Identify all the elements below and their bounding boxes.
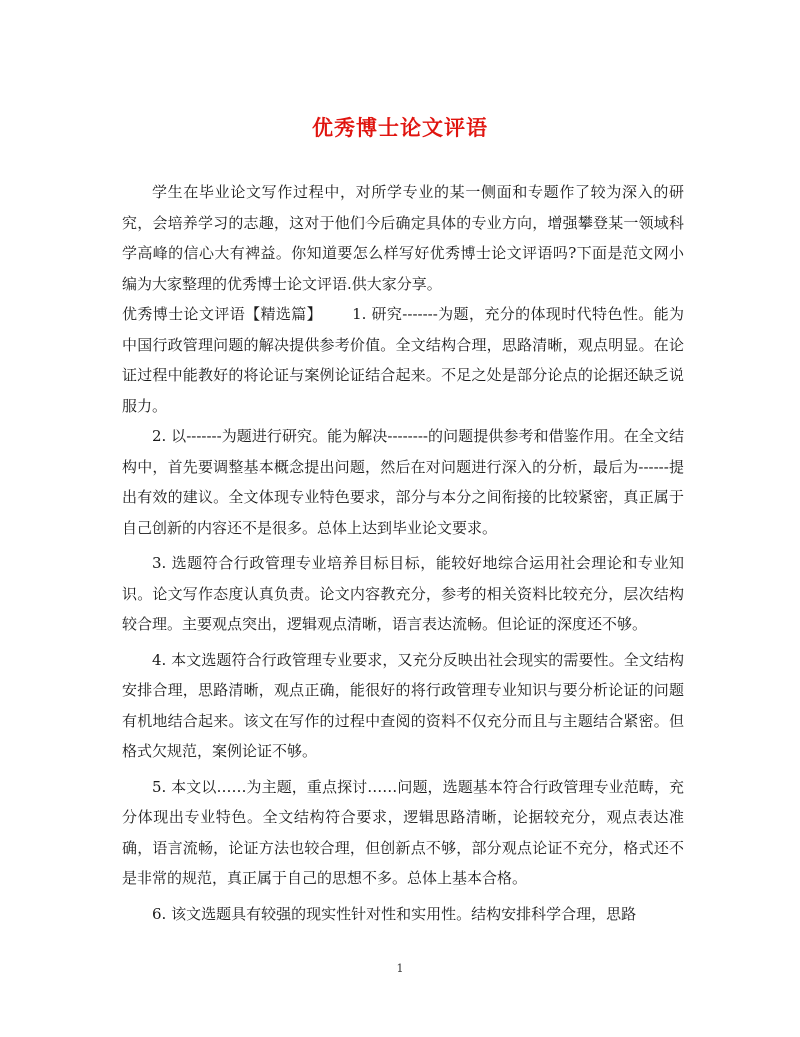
page-number: 1 [396,962,404,975]
item-6-paragraph: 6. 该文选题具有较强的现实性针对性和实用性。结构安排科学合理，思路 [152,904,637,923]
item-3-paragraph: 3. 选题符合行政管理专业培养目标目标，能较好地综合运用社会理论和专业知识。论文写作态度认真负责。论文内容教充分，参考的相关资料比较充分，层次结构较合理。主要观点突出，逻辑观点清晰，语言表达流畅。但论证的深度还不够。 [122,554,684,633]
item-1-text: 1. 研究-------为题，充分的体现时代特色性。能为中国行政管理问题的解决提供参考价值。全文结构合理，思路清晰，观点明显。在论证过程中能教好的将论证与案例论证结合起来。不足之处是部分论点的论据还缺乏说服力。 [122,305,684,415]
item-1-paragraph [122,299,684,421]
item-2-paragraph: 2. 以-------为题进行研究。能为解决--------的问题提供参考和借鉴作用。在全文结构中，首先要调整基本概念提出问题，然后在对问题进行深入的分析，最后为------提出有效的建议。全文体现专业特色要求，部分与本分之间衔接的比较紧密，真正属于自己创新的内容还不是很多。总体上达到毕业论文要求。 [122,427,684,537]
section-heading: 优秀博士论文评语【精选篇】 [122,305,323,323]
document-body [122,177,684,934]
intro-paragraph: 学生在毕业论文写作过程中，对所学专业的某一侧面和专题作了较为深入的研究，会培养学习的志趣，这对于他们今后确定具体的专业方向，增强攀登某一领域科学高峰的信心大有裨益。你知道要怎么样写好优秀博士论文评语吗?下面是范文网小编为大家整理的优秀博士论文评语.供大家分享。 [122,183,684,293]
item-4-paragraph: 4. 本文选题符合行政管理专业要求，又充分反映出社会现实的需要性。全文结构安排合理，思路清晰，观点正确，能很好的将行政管理专业知识与要分析论证的问题有机地结合起来。该文在写作的过程中查阅的资料不仅充分而且与主题结合紧密。但格式欠规范，案例论证不够。 [122,650,684,760]
item-5-paragraph: 5. 本文以……为主题，重点探讨……问题，选题基本符合行政管理专业范畴，充分体现出专业特色。全文结构符合要求，逻辑思路清晰，论据较充分，观点表达准确，语言流畅，论证方法也较合理，但创新点不够，部分观点论证不充分，格式还不是非常的规范，真正属于自己的思想不多。总体上基本合格。 [122,777,684,887]
document-title: 优秀博士论文评语 [312,115,488,140]
